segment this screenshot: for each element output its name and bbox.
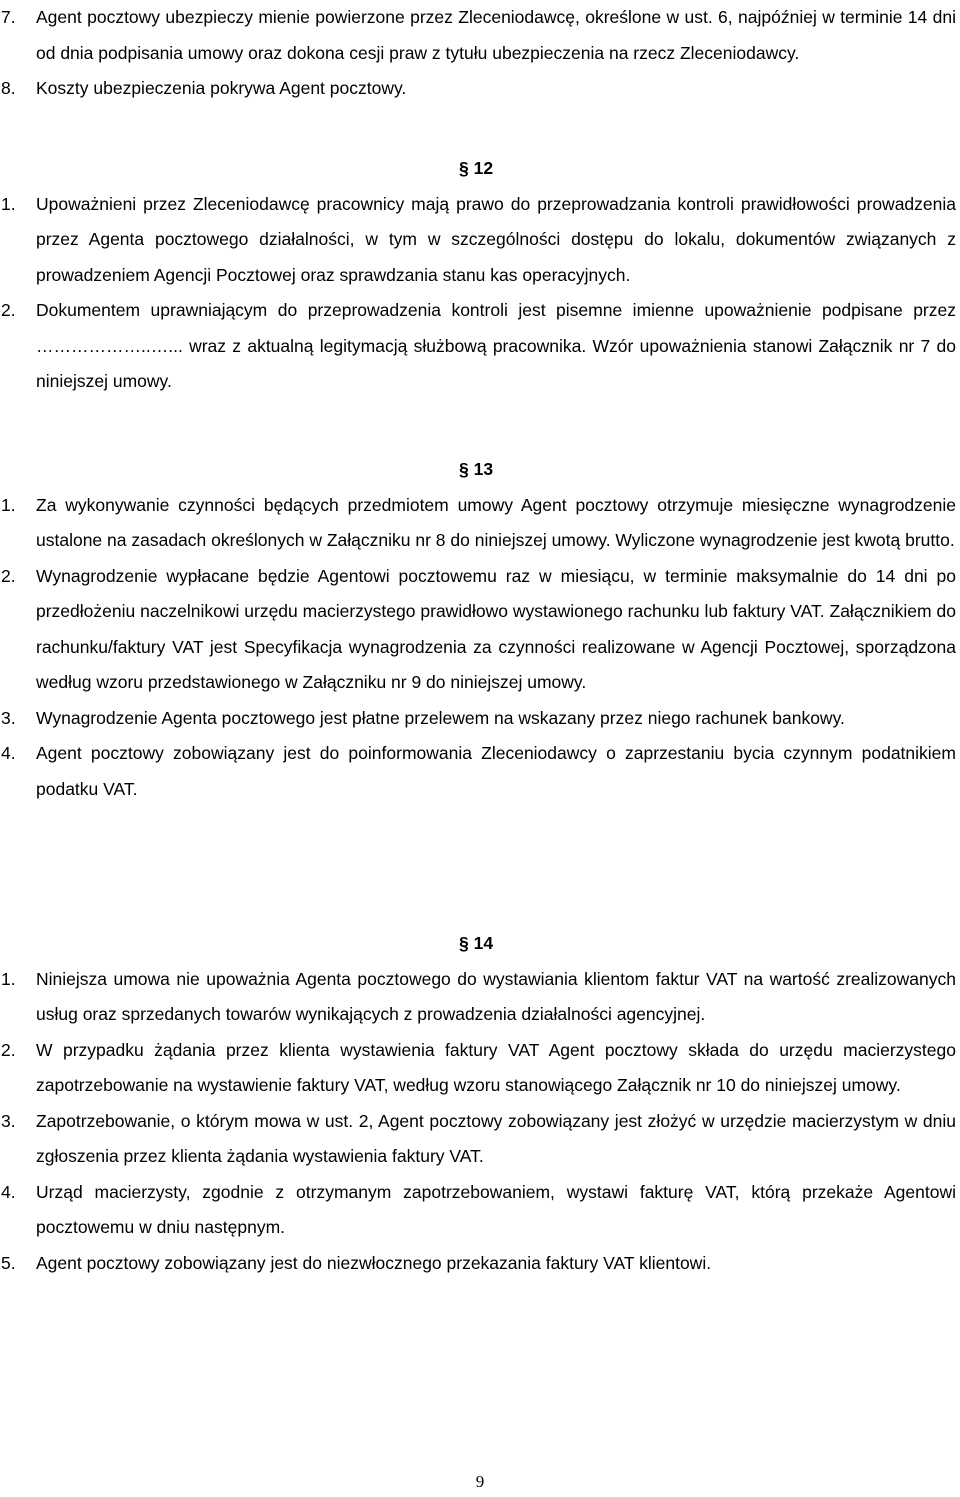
item-text: Wynagrodzenie Agenta pocztowego jest płatne przelewem na wskazany przez niego rachunek bankowy. <box>36 707 845 728</box>
item-number: 2. <box>1 300 16 320</box>
item-number: 1. <box>1 193 16 214</box>
item-text: Agent pocztowy zobowiązany jest do niezwłocznego przekazania faktury VAT klientowi. <box>36 1252 712 1273</box>
item-number: 7. <box>1 7 16 27</box>
item-text: Dokumentem uprawniającym do przeprowadzenia kontroli jest pisemne imienne upoważnienie podpisane przez ………………..…... wraz z aktualną legitymacją służbową pracownika. Wzór upoważnienia stanowi Załącznik nr 7 do niniejszej umowy. <box>36 300 956 391</box>
list-item <box>0 1033 956 1104</box>
item-text: Upoważnieni przez Zleceniodawcę pracownicy mają prawo do przeprowadzania kontroli prawidłowości prowadzenia przez Agenta pocztowego działalności, w tym w szczególności dostępu do lokalu, dokumentów związanych z prowadzeniem Agencji Pocztowej oraz sprawdzania stanu kas operacyjnych. <box>36 193 956 285</box>
list-item <box>0 293 956 400</box>
item-text: Agent pocztowy ubezpieczy mienie powierzone przez Zleceniodawcę, określone w ust. 6, najpóźniej w terminie 14 dni od dnia podpisania umowy oraz dokona cesji praw z tytułu ubezpieczenia na rzecz Zleceniodawcy. <box>36 7 956 63</box>
section-heading: § 13 <box>459 459 494 479</box>
item-text: Zapotrzebowanie, o którym mowa w ust. 2, Agent pocztowy zobowiązany jest złożyć w urzędzie macierzystym w dniu zgłoszenia przez klienta żądania wystawienia faktury VAT. <box>36 1110 956 1166</box>
item-number: 4. <box>1 1181 16 1202</box>
list-item <box>0 1104 956 1175</box>
item-text: W przypadku żądania przez klienta wystawienia faktury VAT Agent pocztowy składa do urzędu macierzystego zapotrzebowanie na wystawienie faktury VAT, według wzoru stanowiącego Załącznik nr 10 do niniejszej umowy. <box>36 1039 956 1095</box>
list-item <box>0 1175 956 1246</box>
section-12 <box>0 151 956 400</box>
item-number: 2. <box>1 565 16 586</box>
item-number: 5. <box>1 1252 16 1273</box>
list-item <box>0 962 956 1033</box>
page-number: 9 <box>475 1472 485 1491</box>
list-item <box>0 736 956 807</box>
list-item <box>0 0 956 71</box>
list-item <box>0 71 956 107</box>
section-14 <box>0 926 956 1281</box>
item-number: 2. <box>1 1039 16 1060</box>
section-heading: § 12 <box>459 158 494 178</box>
item-text: Urząd macierzysty, zgodnie z otrzymanym zapotrzebowaniem, wystawi fakturę VAT, którą przekaże Agentowi pocztowemu w dniu następnym. <box>36 1181 956 1237</box>
section-heading: § 14 <box>459 933 494 953</box>
item-number: 3. <box>1 1110 16 1131</box>
item-text: Koszty ubezpieczenia pokrywa Agent pocztowy. <box>36 78 407 98</box>
section-continuation <box>0 0 956 107</box>
list-item <box>0 1246 956 1282</box>
section-13 <box>0 452 956 807</box>
item-text: Niniejsza umowa nie upoważnia Agenta pocztowego do wystawiania klientom faktur VAT na wartość zrealizowanych usług oraz sprzedanych towarów wynikających z prowadzenia działalności agencyjnej. <box>36 968 956 1024</box>
list-item <box>0 701 956 737</box>
list-item <box>0 187 956 294</box>
list-item <box>0 559 956 701</box>
item-text: Wynagrodzenie wypłacane będzie Agentowi pocztowemu raz w miesiącu, w terminie maksymalnie do 14 dni po przedłożeniu naczelnikowi urzędu macierzystego prawidłowo wystawionego rachunku lub faktury VAT. Załącznikiem do rachunku/faktury VAT jest Specyfikacja wynagrodzenia za czynności realizowane w Agencji Pocztowej, sporządzona według wzoru przedstawionego w Załączniku nr 9 do niniejszej umowy. <box>36 565 956 692</box>
item-text: Agent pocztowy zobowiązany jest do poinformowania Zleceniodawcy o zaprzestaniu bycia czynnym podatnikiem podatku VAT. <box>36 743 956 799</box>
item-text: Za wykonywanie czynności będących przedmiotem umowy Agent pocztowy otrzymuje miesięczne wynagrodzenie ustalone na zasadach określonych w Załączniku nr 8 do niniejszej umowy. Wyliczone wynagrodzenie jest kwotą brutto. <box>36 494 956 550</box>
list-item <box>0 488 956 559</box>
item-number: 4. <box>1 743 16 763</box>
item-number: 8. <box>1 78 16 98</box>
item-number: 1. <box>1 968 16 989</box>
item-number: 3. <box>1 707 16 728</box>
item-number: 1. <box>1 494 16 515</box>
